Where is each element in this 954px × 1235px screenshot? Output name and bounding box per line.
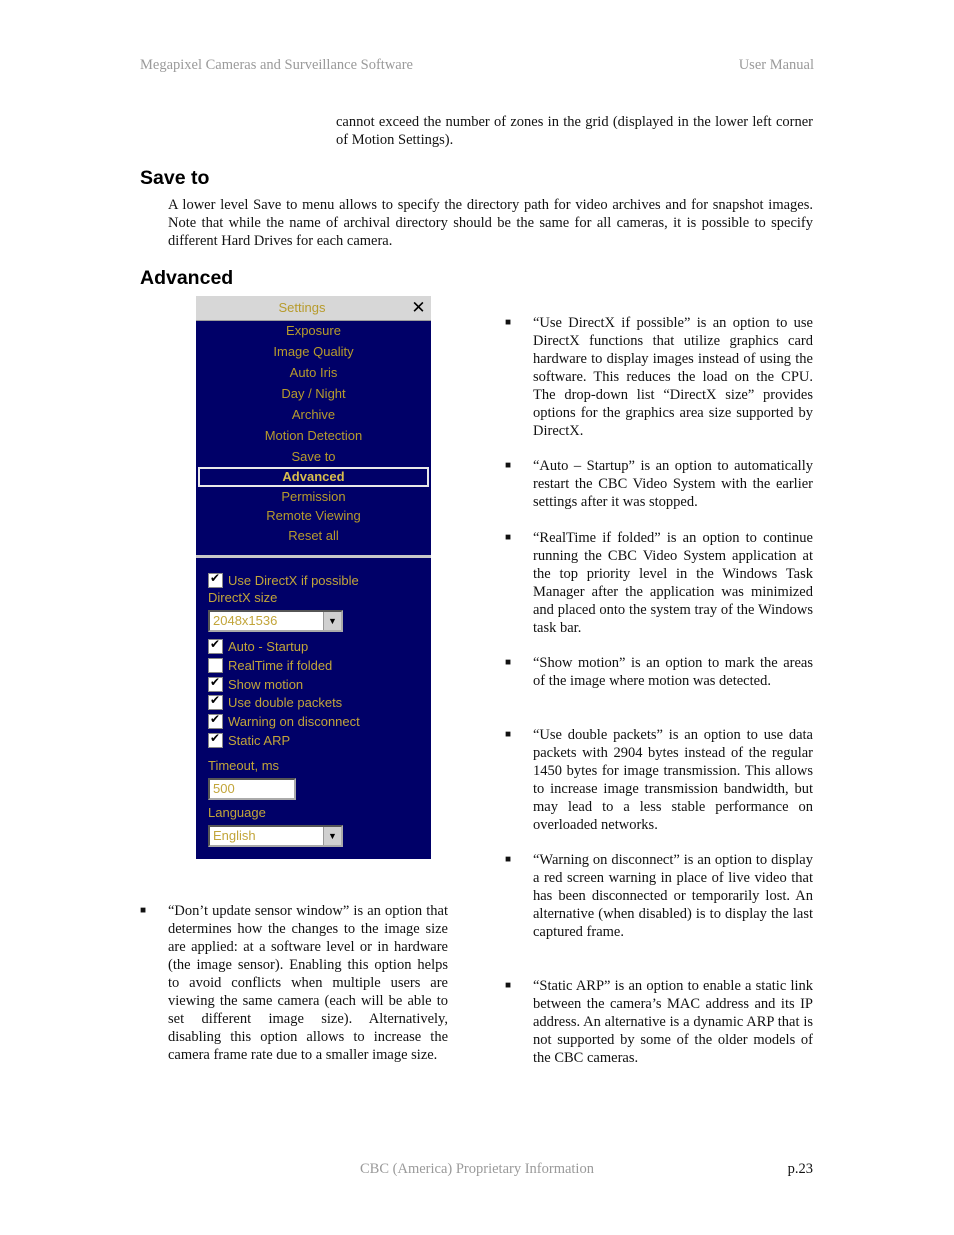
settings-title-bar — [196, 296, 431, 321]
checkbox-icon — [208, 639, 223, 654]
bullet-icon: ■ — [505, 460, 512, 471]
checkbox-icon — [208, 658, 223, 673]
chevron-down-icon[interactable]: ▼ — [323, 827, 341, 845]
chevron-down-icon[interactable]: ▼ — [323, 612, 341, 630]
page-number: p.23 — [787, 1161, 813, 1177]
menu-item-exposure[interactable]: Exposure — [286, 323, 341, 338]
checkbox-icon — [208, 677, 223, 692]
save-to-paragraph: A lower level Save to menu allows to specify the directory path for video archives and for snapshot images. Note that while the name of archival directory should be the same for all cameras, it is possible to specify different Hard Drives for each camera. — [168, 197, 813, 249]
timeout-label: Timeout, ms — [208, 758, 280, 773]
footer-text: CBC (America) Proprietary Information — [360, 1161, 594, 1177]
menu-item-reset-all[interactable]: Reset all — [288, 528, 339, 543]
advanced-heading: Advanced — [140, 267, 234, 289]
bullet-icon: ■ — [505, 532, 512, 543]
settings-title: Settings — [278, 300, 326, 315]
menu-item-remote-viewing[interactable]: Remote Viewing — [266, 508, 361, 523]
intro-paragraph: cannot exceed the number of zones in the grid (displayed in the lower left corner of Motion Settings). — [336, 114, 813, 148]
directx-size-label: DirectX size — [208, 590, 278, 605]
bullet-warning-on-disconnect: ■ “Warning on disconnect” is an option to display a red screen warning in place of live video that has been disconnected or temporarily lost. An alternative (when disabled) is to display the last captured frame. — [505, 852, 813, 940]
bullet-icon: ■ — [505, 317, 512, 328]
settings-menu — [196, 320, 431, 546]
header-right: User Manual — [738, 57, 814, 73]
menu-item-archive[interactable]: Archive — [291, 407, 336, 422]
directx-size-dropdown[interactable]: 2048x1536 ▼ — [208, 610, 343, 632]
menu-item-image-quality[interactable]: Image Quality — [273, 344, 354, 359]
close-icon[interactable]: ✕ — [411, 298, 426, 317]
bullet-use-double-packets: ■ “Use double packets” is an option to use data packets with 2904 bytes instead of the regular 1450 bytes for image transmission. This allows to increase image transmission bandwidth, but may lead to a less stable performance on overloaded networks. — [505, 727, 813, 833]
bullet-icon: ■ — [140, 905, 147, 916]
bullet-dont-update-sensor: ■ “Don’t update sensor window” is an option that determines how the changes to the image size are applied: at a software level or in hardware (the image sensor). Enabling this option helps to avoid conflicts when multiple users are viewing the same camera (each will be able to set different image size). Alternatively, disabling this option allows to increase the camera frame rate due to a smaller image size. — [140, 903, 448, 1063]
bullet-show-motion: ■ “Show motion” is an option to mark the areas of the image where motion was detected. — [505, 655, 813, 689]
menu-item-day-night[interactable]: Day / Night — [281, 386, 346, 401]
bullet-icon: ■ — [505, 657, 512, 668]
checkbox-icon — [208, 714, 223, 729]
menu-item-motion-detection[interactable]: Motion Detection — [264, 428, 363, 443]
bullet-icon: ■ — [505, 854, 512, 865]
menu-item-advanced[interactable]: Advanced — [198, 467, 429, 487]
menu-item-auto-iris[interactable]: Auto Iris — [289, 365, 338, 380]
bullet-static-arp: ■ “Static ARP” is an option to enable a static link between the camera’s MAC address and its IP address. An alternative is a dynamic ARP that is not supported by some of the older models of the CBC cameras. — [505, 978, 813, 1066]
menu-item-save-to[interactable]: Save to — [291, 449, 336, 464]
language-label: Language — [208, 805, 266, 820]
settings-panel: Settings ✕ Exposure Image Quality Auto Iris Day / Night Archive Motion Detection Save to Advanced Permission Remote Viewing Reset all ✔ Use DirectX if possible DirectX size 2048x1536 ▼ ✔ Auto - Startup RealTime if folded ✔ Show motion ✔ Use double packets ✔ Warning on disconnect ✔ Static ARP Timeout, ms 500 Language English ▼ — [196, 296, 431, 859]
bullet-icon: ■ — [505, 729, 512, 740]
bullet-realtime-if-folded: ■ “RealTime if folded” is an option to continue running the CBC Video System application at the top priority level in the Windows Task Manager after the application was minimized and placed onto the system tray of the Windows task bar. — [505, 530, 813, 636]
checkbox-icon — [208, 695, 223, 710]
bullet-auto-startup: ■ “Auto – Startup” is an option to automatically restart the CBC Video System with the earlier settings after it was stopped. — [505, 458, 813, 510]
header-left: Megapixel Cameras and Surveillance Software — [140, 57, 413, 73]
bullet-use-directx: ■ “Use DirectX if possible” is an option to use DirectX functions that utilize graphics card hardware to display images instead of using the software. This reduces the load on the CPU. The drop-down list “DirectX size” provides options for the graphics area size supported by DirectX. — [505, 315, 813, 439]
bullet-icon: ■ — [505, 980, 512, 991]
timeout-input[interactable]: 500 — [208, 778, 296, 800]
language-dropdown[interactable]: English ▼ — [208, 825, 343, 847]
checkbox-icon — [208, 733, 223, 748]
menu-item-permission[interactable]: Permission — [281, 489, 346, 504]
save-to-heading: Save to — [140, 167, 210, 189]
panel-divider — [196, 555, 431, 558]
checkbox-icon — [208, 573, 223, 588]
